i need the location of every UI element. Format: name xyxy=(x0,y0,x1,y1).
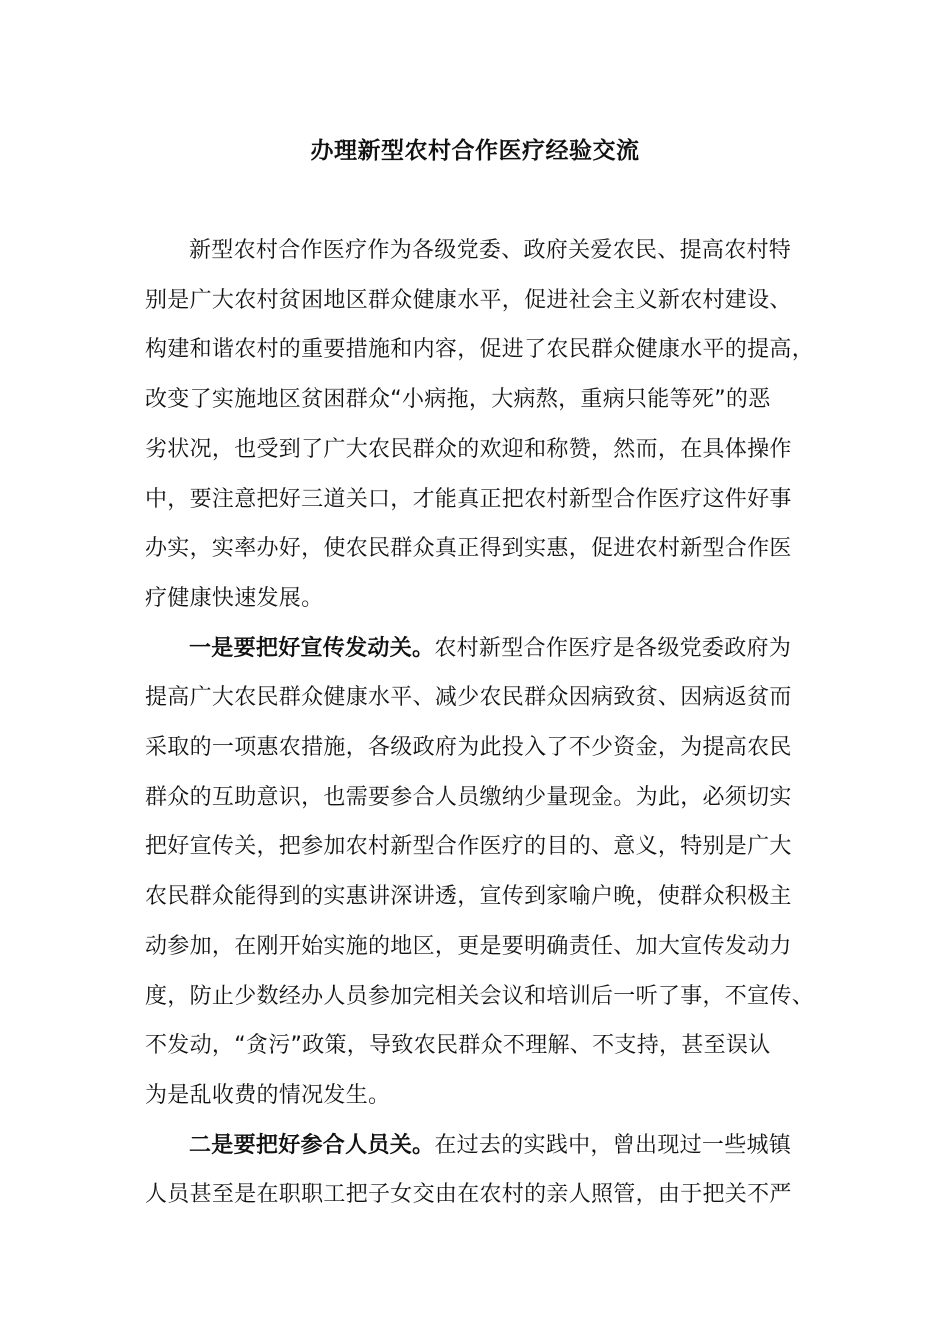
text-line: 不发动，“贪污”政策，导致农民群众不理解、不支持，甚至误认 xyxy=(145,1033,771,1059)
text-line: 人员甚至是在职职工把子女交由在农村的亲人照管，由于把关不严 xyxy=(145,1182,792,1208)
text-line: 为是乱收费的情况发生。 xyxy=(145,1082,391,1108)
text-line xyxy=(145,624,815,674)
text-line: 别是广大农村贫困地区群众健康水平，促进社会主义新农村建设、 xyxy=(145,287,792,313)
section-lead-heading: 一是要把好宣传发动关。 xyxy=(189,635,435,661)
paragraph-intro xyxy=(145,226,815,624)
section-lead-heading: 二是要把好参合人员关。 xyxy=(189,1132,435,1158)
text-line: 新型农村合作医疗作为各级党委、政府关爱农民、提高农村特 xyxy=(189,238,792,263)
document-title: 办理新型农村合作医疗经验交流 xyxy=(310,138,640,164)
text-line: 劣状况，也受到了广大农民群众的欢迎和称赞，然而，在具体操作 xyxy=(145,436,792,462)
text-line: 中，要注意把好三道关口，才能真正把农村新型合作医疗这件好事 xyxy=(145,486,792,512)
text-line: 动参加，在刚开始实施的地区，更是要明确责任、加大宣传发动力 xyxy=(145,933,792,959)
text-line: 群众的互助意识，也需要参合人员缴纳少量现金。为此，必须切实 xyxy=(145,784,792,810)
text-line: 办实，实率办好，使农民群众真正得到实惠，促进农村新型合作医 xyxy=(145,536,792,562)
text-line: 改变了实施地区贫困群众“小病拖，大病熬，重病只能等死”的恶 xyxy=(145,387,771,413)
text-line: 构建和谐农村的重要措施和内容，促进了农民群众健康水平的提高， xyxy=(145,337,815,363)
text-line: 采取的一项惠农措施，各级政府为此投入了不少资金，为提高农民 xyxy=(145,735,792,761)
paragraph-participants xyxy=(145,1121,815,1220)
text-line: 提高广大农民群众健康水平、减少农民群众因病致贫、因病返贫而 xyxy=(145,685,792,711)
text-fragment: 在过去的实践中，曾出现过一些城镇 xyxy=(434,1132,792,1158)
text-fragment: 农村新型合作医疗是各级党委政府为 xyxy=(434,635,792,661)
text-line: 疗健康快速发展。 xyxy=(145,585,324,611)
document-body xyxy=(145,226,815,1220)
text-line: 农民群众能得到的实惠讲深讲透，宣传到家喻户晚，使群众积极主 xyxy=(145,884,792,910)
text-line xyxy=(145,1121,815,1171)
text-line: 把好宣传关，把参加农村新型合作医疗的目的、意义，特别是广大 xyxy=(145,834,792,860)
paragraph-publicity xyxy=(145,624,815,1121)
text-line: 度，防止少数经办人员参加完相关会议和培训后一听了事，不宣传、 xyxy=(145,983,815,1009)
